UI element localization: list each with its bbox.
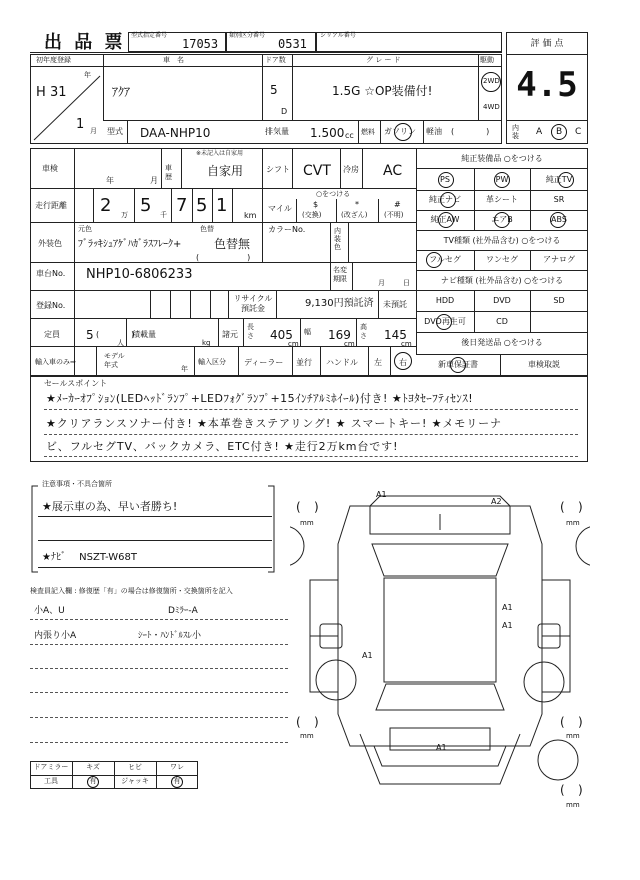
row-line-3 (30, 262, 416, 263)
basic-v1 (103, 54, 104, 120)
check-jack-circle (171, 776, 183, 788)
sales-line: ★ﾒｰｶｰｵﾌﾟｼｮﾝ(LEDﾍｯﾄﾞﾗﾝﾌﾟ+LEDﾌｫｸﾞﾗﾝﾌﾟ+15ｲﾝﾁｱﾙﾐﾎｲｰﾙ)付き! ★ﾄﾖﾀｾｰﾌﾃｨｾﾝｽ! (46, 392, 474, 405)
mileage-cell-2 (134, 188, 135, 222)
expiry-day: 日 (403, 279, 410, 287)
ac-v1 (340, 148, 341, 188)
equip-leather: 革シート (486, 195, 518, 204)
inspection-rule (30, 644, 288, 645)
reg-cell-4 (210, 290, 211, 318)
inspection-entry-a: 内張り小A (34, 631, 77, 641)
damage-mark: A1 (362, 651, 373, 660)
tv-fullseg-circle (426, 252, 442, 268)
equip-line-1 (416, 168, 588, 169)
wheel-front-right (576, 526, 590, 566)
std-equip-header: 純正装備品 ○をつける (461, 154, 543, 163)
shift-v1 (262, 148, 263, 188)
equip-aw-circle (438, 212, 454, 228)
type-cert-value: 17053 (182, 37, 219, 51)
cc-unit: cc (345, 131, 354, 140)
drive-2wd: 2WD (483, 77, 500, 85)
color-value: ﾌﾞﾗｯｷｼｭｱｹﾞﾊｶﾞﾗｽﾌﾚｰｸ+ (78, 239, 182, 250)
car-name-label: 車 名 (163, 56, 184, 64)
inspection-rule (30, 692, 288, 693)
color-change-label: 色替 (200, 225, 214, 233)
handle-right: 右 (399, 358, 407, 367)
interior-color-v (330, 222, 331, 262)
meter-v (262, 188, 263, 222)
month-unit: 月 (90, 127, 97, 135)
meter-opt-tamper: * (355, 200, 359, 209)
interior-color-label: 内装色 (334, 227, 341, 251)
fuel-v3 (423, 120, 424, 144)
year-unit: 年 (84, 71, 91, 79)
inspection-rule (30, 742, 288, 743)
check-break: ワレ (170, 763, 184, 771)
shaken-year: 年 (106, 176, 114, 185)
sales-rule-2 (44, 434, 578, 435)
history-value: 自家用 (207, 164, 244, 178)
shift-label: シフト (266, 165, 290, 174)
equip-aw: 純正AW (430, 215, 460, 224)
oil-paren: ( ) (451, 127, 490, 136)
notes-line-2: ★ﾅﾋﾞ NSZT-W68T (42, 552, 137, 563)
width-value: 169 (328, 328, 351, 342)
score-value: 4.5 (516, 65, 578, 105)
sales-rule-1 (44, 409, 578, 410)
length-label: 長さ (247, 323, 254, 340)
row-line-1 (30, 188, 416, 189)
first-reg-year: 31 (50, 85, 67, 100)
mileage-cell-1 (93, 188, 94, 222)
recycle-label: リサイクル預託金 (233, 294, 273, 313)
model-year-label: モデル年式 (104, 352, 125, 369)
equip-ps-circle (438, 172, 454, 188)
reg-cell-5 (228, 290, 229, 318)
equip-navi-circle (440, 192, 456, 208)
doors-value: 5 (270, 83, 278, 97)
oil-label: 軽油 (426, 127, 442, 136)
history-v2 (181, 148, 182, 188)
sales-label: セールスポイント (44, 379, 108, 388)
load-v (126, 318, 127, 346)
diagram-rear-hatch (360, 734, 520, 784)
tv-fullseg: フルセグ (429, 255, 461, 264)
vin-value: NHP10-6806233 (86, 267, 193, 282)
era-value: H (36, 85, 46, 100)
equip-airbag: エアB (491, 215, 513, 224)
tire-depth-fr-close: ) (578, 500, 583, 514)
capacity-value: 5 (86, 328, 94, 342)
equip-line-7 (416, 290, 588, 291)
mileage-km: km (244, 211, 257, 220)
tire-depth-rr-close: ) (578, 715, 583, 729)
equip-line-2 (416, 190, 588, 191)
inspection-rule (30, 668, 288, 669)
first-reg-label: 初年度登録 (36, 56, 71, 64)
height-label: 高さ (360, 323, 367, 340)
dims-v4 (356, 318, 357, 346)
interior-grade-circle (551, 124, 567, 140)
check-tools-yes: 有 (89, 777, 97, 785)
recycle-v2 (378, 290, 379, 318)
door-suffix: D (281, 107, 288, 116)
shift-value: CVT (303, 163, 331, 179)
notes-line-1: ★展示車の為、早い者勝ち! (42, 500, 178, 513)
reg-label: 登録No. (36, 301, 66, 310)
color-paren: ( ) (196, 253, 251, 262)
drive-label: 駆動 (480, 56, 494, 64)
mileage-sen: 千 (160, 211, 167, 219)
handle-label: ハンドル (326, 358, 358, 367)
recycle-v (276, 290, 277, 318)
mileage-label: 走行距離 (35, 201, 67, 210)
tire-depth-spare-mm: mm (566, 801, 580, 809)
mileage-digit: 7 (176, 195, 188, 216)
handle-circle (394, 352, 412, 370)
fuel-circle (394, 123, 412, 141)
reg-cell-2 (170, 290, 171, 318)
inspection-rule (30, 619, 288, 620)
damage-mark: A1 (376, 490, 387, 499)
load-kg: kg (202, 339, 211, 347)
fuel-value: ガソリン (384, 127, 416, 136)
handle-left: 左 (374, 358, 382, 367)
length-cm: cm (288, 340, 299, 348)
dims-label: 諸元 (222, 330, 238, 339)
equip-abs: ABS (551, 215, 567, 224)
mileage-digit: 2 (100, 195, 112, 216)
history-v1 (161, 148, 162, 188)
equip-line-3 (416, 210, 588, 211)
shift-v2 (292, 148, 293, 188)
notes-label: 注意事項・不具合箇所 (42, 480, 112, 488)
diagram-rear-window (376, 684, 504, 710)
check-tools-circle (87, 776, 99, 788)
basic-row2-line (103, 120, 502, 121)
meter-opt-unknown: # (394, 200, 401, 209)
meter-sep1 (296, 199, 297, 222)
import-class-label: 輸入区分 (198, 358, 226, 366)
score-divider (506, 54, 588, 55)
class-no-value: 0531 (278, 37, 307, 51)
notes-rule-1 (38, 516, 272, 517)
car-damage-diagram (290, 484, 590, 814)
tire-depth-rr-open: ( (560, 715, 565, 729)
diagram-windshield (372, 544, 508, 576)
score-label: 評 価 点 (530, 39, 564, 49)
check-mirror: ドアミラー (33, 763, 69, 771)
grade-value: 1.5G ☆OP装備付! (332, 84, 433, 98)
interior-color-v2 (348, 222, 349, 262)
car-name-value: ｱｸｱ (112, 85, 131, 99)
mileage-digit: 5 (140, 195, 152, 216)
model-label: 型式 (107, 127, 123, 136)
tire-depth-rl-close: ) (314, 715, 319, 729)
drive-4wd: 4WD (483, 103, 500, 111)
mileage-man: 万 (121, 211, 128, 219)
wheel-rear-right (524, 662, 564, 702)
damage-mark: A1 (502, 621, 513, 630)
history-label: 車歴 (165, 164, 172, 181)
check-tools: 工具 (44, 777, 58, 785)
meter-sep2 (336, 199, 337, 222)
meter-sep3 (378, 199, 379, 222)
expiry-v2 (352, 262, 353, 290)
import-v2 (194, 346, 195, 376)
dims-v3 (300, 318, 301, 346)
equip-tv: 純正TV (545, 175, 573, 184)
length-value: 405 (270, 328, 293, 342)
check-jack-yes: 有 (173, 777, 181, 785)
displacement-label: 排気量 (265, 127, 289, 136)
notes-rule-3 (38, 567, 272, 568)
interior-divider (506, 120, 588, 121)
expiry-label: 名変期限 (333, 266, 347, 283)
damage-mark: A1 (502, 603, 513, 612)
import-label: 輸入車のみ⇒ (35, 358, 76, 366)
width-cm: cm (344, 340, 355, 348)
expiry-month: 月 (378, 279, 385, 287)
notes-rule-2 (38, 540, 272, 541)
later-manual: 車検取説 (528, 360, 560, 369)
page-title: 出 品 票 (44, 32, 126, 53)
fuel-label: 燃料 (361, 128, 375, 136)
tire-depth-fr-open: ( (560, 500, 565, 514)
tire-depth-fl-close: ) (314, 500, 319, 514)
equip-airbag-circle (494, 212, 510, 228)
color-code-v (262, 222, 263, 262)
fuel-v1 (358, 120, 359, 144)
tire-depth-fl-open: ( (296, 500, 301, 514)
inspection-entry-b: ｼｰﾄ・ﾊﾝﾄﾞﾙｽﾚ小 (138, 631, 202, 641)
meter-label: マイル (268, 204, 292, 213)
tire-depth-rl-open: ( (296, 715, 301, 729)
basic-v4 (478, 54, 479, 120)
nav-cd: CD (496, 317, 508, 326)
reg-cell-3 (190, 290, 191, 318)
check-crack: ヒビ (128, 763, 142, 771)
interior-grade-b: B (556, 127, 563, 137)
later-warranty-circle (450, 357, 466, 373)
equip-line-5 (416, 250, 588, 251)
model-v (127, 120, 128, 144)
equip-tv-circle (558, 172, 574, 188)
type-cert-label: 型式指定番号 (131, 32, 168, 39)
import-v3 (238, 346, 239, 376)
title-underline (30, 52, 502, 53)
color-label: 外装色 (38, 239, 62, 248)
height-value: 145 (384, 328, 407, 342)
import-dealer: ディーラー (244, 358, 284, 367)
load-label: 積載量 (132, 330, 156, 339)
inspection-label: 検査員記入欄 : 修復歴「有」の場合は修復箇所・交換箇所を記入 (30, 587, 233, 595)
tv-oneseg: ワンセグ (486, 255, 518, 264)
shaken-month: 月 (150, 176, 158, 185)
import-parallel: 並行 (296, 358, 312, 367)
color-code-label: カラーNo. (268, 225, 306, 234)
damage-mark: A1 (436, 743, 447, 752)
equip-line-4 (416, 230, 588, 231)
equip-navi: 純正ナビ (429, 195, 461, 204)
wheel-rear-left (316, 660, 356, 700)
interior-label: 内装 (512, 124, 519, 140)
nav-dvd-play: DVD再生可 (424, 317, 466, 326)
wheel-front-left (290, 526, 304, 566)
equip-line-6 (416, 270, 588, 271)
meter-opt-exchange: $ (313, 200, 319, 209)
ac-value: AC (383, 163, 403, 179)
equip-pw: PW (495, 175, 509, 184)
width-label: 幅 (304, 328, 311, 336)
tv-header: TV種類 (社外品含む) ○をつける (443, 236, 561, 245)
dims-v (218, 318, 219, 346)
history-note: ※未記入は自家用 (196, 150, 244, 157)
row-line-6 (30, 346, 416, 347)
first-reg-month: 1 (76, 117, 85, 132)
orig-color-label: 元色 (78, 225, 92, 233)
equip-ps: PS (440, 175, 450, 184)
mileage-cell-3 (171, 188, 172, 222)
damage-mark: A2 (491, 497, 502, 506)
shaken-label: 車検 (42, 164, 58, 173)
interior-grade-c: C (575, 127, 582, 137)
recycle-status: 未預託 (383, 300, 407, 309)
nav-dvd: DVD (493, 296, 511, 305)
nav-dvd-play-circle (436, 314, 452, 330)
import-v6 (368, 346, 369, 376)
recycle-amount: 9,130円預託済 (305, 298, 374, 309)
tire-depth-fr-mm: mm (566, 519, 580, 527)
expiry-v (330, 262, 331, 290)
displacement-value: 1.500 (310, 126, 345, 140)
check-jack: ジャッキ (121, 777, 149, 785)
basic-v3 (292, 54, 293, 120)
sales-line: ビ、フルセグTV、バックカメラ、ETC付き! ★走行2万km台です! (46, 440, 399, 453)
serial-label: シリアル番号 (320, 32, 356, 39)
grade-label: グ レ ー ド (366, 56, 401, 64)
inspection-entry-b: Dﾐﾗｰ-A (168, 606, 198, 616)
capacity-unit: 人 (117, 339, 124, 347)
color-change-value: 色替無 (214, 237, 251, 251)
model-value: DAA-NHP10 (140, 126, 211, 140)
meter-opt-unknown-label: (不明) (384, 211, 404, 219)
vin-label: 車台No. (36, 269, 66, 278)
diagram-roof (384, 578, 496, 682)
mileage-digit: 1 (216, 195, 228, 216)
height-cm: cm (401, 340, 412, 348)
row-line-4 (30, 290, 416, 291)
meter-note: ○をつける (316, 190, 351, 198)
doors-label: ドア数 (265, 56, 286, 64)
nav-sd: SD (553, 296, 565, 305)
inspection-rule (30, 717, 288, 718)
import-v1 (96, 346, 97, 376)
ac-label: 冷房 (343, 165, 359, 174)
mileage-cell-5 (212, 188, 213, 222)
basic-v2 (262, 54, 263, 120)
capacity-paren: ( ) (96, 330, 135, 339)
tire-depth-spare-close: ) (578, 783, 583, 797)
row-line-5 (30, 318, 416, 319)
capacity-label: 定員 (44, 330, 60, 339)
equip-line-9 (416, 332, 588, 333)
class-no-label: 類別区分番号 (229, 32, 266, 39)
meter-opt-exchange-label: (交換) (302, 211, 322, 219)
later-header: 後日発送品 ○をつける (461, 338, 543, 347)
tire-depth-rl-mm: mm (300, 732, 314, 740)
later-warranty: 新車保証書 (438, 360, 478, 369)
tire-depth-fl-mm: mm (300, 519, 314, 527)
equip-sr: SR (553, 195, 565, 204)
mileage-cell-4 (192, 188, 193, 222)
nav-header: ナビ種類 (社外品含む) ○をつける (440, 276, 564, 285)
import-v5 (320, 346, 321, 376)
spare-wheel (538, 740, 578, 780)
tv-analog: アナログ (543, 255, 575, 264)
tire-depth-rr-mm: mm (566, 732, 580, 740)
ac-v2 (362, 148, 363, 188)
reg-cell-1 (150, 290, 151, 318)
sales-rule-3 (44, 456, 578, 457)
equip-pw-circle (494, 172, 510, 188)
row-line-2 (30, 222, 416, 223)
inspection-entry-a: 小A、U (34, 606, 65, 616)
equip-line-10 (416, 354, 588, 355)
nav-hdd: HDD (435, 296, 455, 305)
fuel-v2 (380, 120, 381, 144)
sales-line: ★クリアランスソナー付き! ★本革巻きステアリング! ★ スマートキー! ★メモリーナ (46, 417, 502, 430)
model-year-unit: 年 (181, 365, 188, 373)
tire-depth-spare-open: ( (560, 783, 565, 797)
check-scratch: キズ (86, 763, 100, 771)
equip-abs-circle (550, 212, 566, 228)
equip-line-8 (416, 311, 588, 312)
import-v4 (292, 346, 293, 376)
meter-opt-tamper-label: (改ざん) (341, 211, 368, 219)
mileage-digit: 5 (196, 195, 208, 216)
import-v7 (390, 346, 391, 376)
interior-grade-a: A (536, 127, 543, 137)
mileage-cell-6 (232, 188, 233, 222)
dims-v2 (243, 318, 244, 346)
